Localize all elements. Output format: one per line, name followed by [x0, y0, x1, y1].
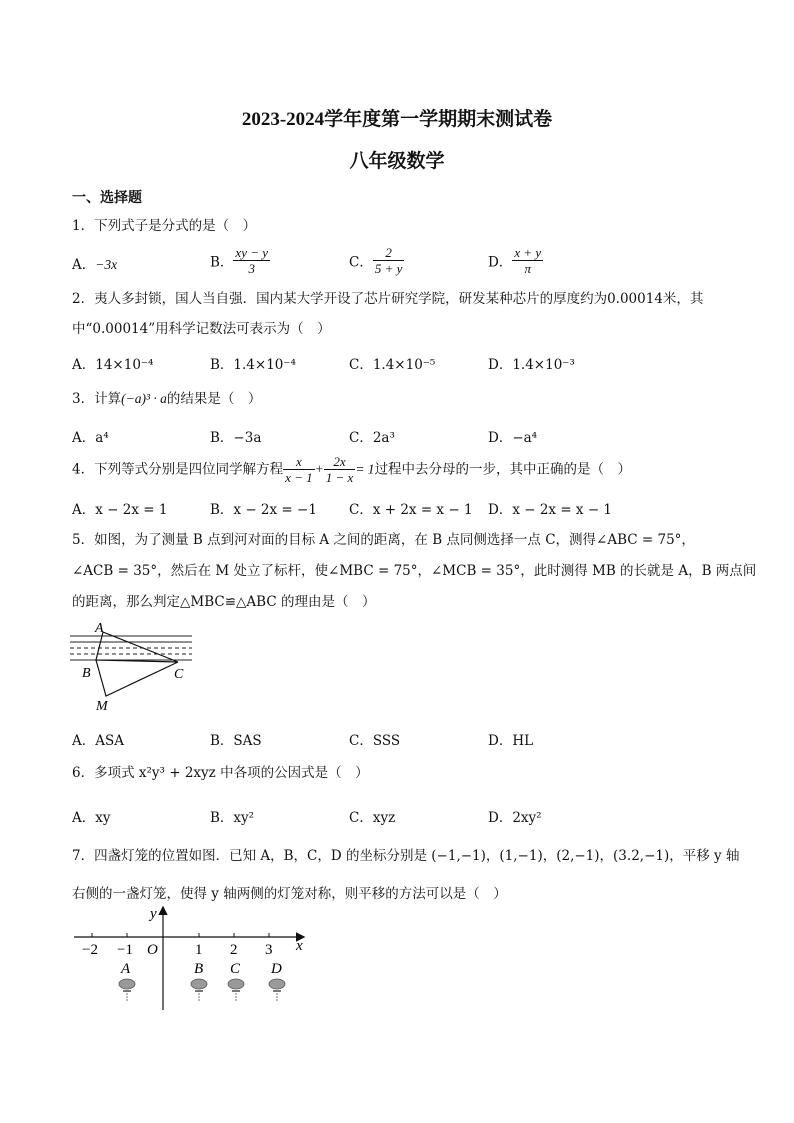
question-7-line-1: 7．四盏灯笼的位置如图．已知 A，B，C，D 的坐标分别是 (−1,−1)，(1,−1)，(2,−1)，(3.2,−1)，平移 y 轴 [72, 848, 740, 864]
point-m-label: M [96, 699, 108, 714]
plus-sign: + [314, 461, 324, 477]
q4-option-b[interactable]: B．x − 2x = −1 [210, 502, 317, 518]
lantern-b-icon [191, 979, 207, 1002]
q1-c-fraction [373, 245, 405, 276]
q1-option-d[interactable] [488, 245, 543, 276]
q1-b-fraction [233, 245, 270, 276]
q3-option-c[interactable]: C．2a³ [349, 430, 395, 446]
question-5-line-1: 5．如图，为了测量 B 点到河对面的目标 A 之间的距离，在 B 点同侧选择一点 C，测得∠ABC = 75°， [72, 532, 695, 548]
q6-option-a[interactable]: A．xy [72, 810, 111, 826]
lantern-d-label: D [271, 961, 282, 977]
x-axis-label: x [296, 938, 303, 954]
fraction-numerator: x [283, 454, 315, 470]
page-subtitle: 八年级数学 [349, 151, 445, 172]
q4-fraction-1 [283, 454, 315, 485]
fraction-denominator: 3 [248, 261, 255, 276]
lantern-c-label: C [230, 961, 241, 977]
option-label: D． [488, 254, 513, 271]
question-4-stem [72, 454, 631, 485]
stem-expression: (−a)³ · a [121, 391, 167, 406]
fraction-denominator: π [524, 261, 531, 276]
fraction-denominator: x − 1 [285, 470, 313, 485]
fraction-numerator: 2 [373, 245, 405, 261]
question-2-line-2: 中“0.00014”用科学记数法可表示为（ ） [72, 321, 331, 337]
equals-one: = 1 [355, 461, 375, 477]
lantern-d-icon [269, 979, 285, 1002]
stem-text: 4．下列等式分别是四位同学解方程 [72, 461, 284, 478]
fraction-numerator: x + y [514, 245, 542, 260]
y-axis-label: y [150, 906, 157, 922]
q3-option-d[interactable]: D．−a⁴ [488, 430, 538, 446]
x-tick-label: 2 [230, 942, 238, 958]
q5-option-d[interactable]: D．HL [488, 733, 534, 749]
option-label: C． [349, 254, 373, 271]
q1-option-a[interactable] [72, 253, 117, 273]
fraction-denominator: 5 + y [374, 261, 403, 276]
q4-option-c[interactable]: C．x + 2x = x − 1 [349, 502, 473, 518]
river-triangle-figure [68, 618, 198, 718]
section-heading: 一、选择题 [72, 190, 142, 206]
q4-fraction-2 [324, 454, 356, 485]
option-label: A． [72, 257, 96, 273]
stem-text: 过程中去分母的一步，其中正确的是（ ） [374, 461, 632, 478]
fraction-numerator: 2x [324, 454, 356, 470]
question-5-line-3: 的距离，那么判定△MBC≌△ABC 的理由是（ ） [72, 594, 376, 610]
fraction-numerator: xy − y [235, 245, 269, 260]
q3-option-a[interactable]: A．a⁴ [72, 430, 109, 446]
q2-option-d[interactable]: D．1.4×10⁻³ [488, 357, 575, 373]
q2-option-c[interactable]: C．1.4×10⁻⁵ [349, 357, 436, 373]
option-label: B． [210, 254, 234, 271]
stem-text: 3．计算 [72, 391, 122, 407]
question-1-stem: 1．下列式子是分式的是（ ） [72, 218, 257, 234]
q1-a-expression: −3x [95, 257, 118, 272]
point-c-label: C [174, 667, 184, 682]
question-6-stem: 6．多项式 x²y³ + 2xyz 中各项的公因式是（ ） [72, 765, 369, 781]
q1-option-c[interactable] [349, 245, 404, 276]
q5-option-a[interactable]: A．ASA [72, 733, 124, 749]
q5-option-c[interactable]: C．SSS [349, 733, 401, 749]
q6-option-c[interactable]: C．xyz [349, 810, 396, 826]
q6-option-d[interactable]: D．2xy² [488, 810, 542, 826]
fraction-denominator: 1 − x [325, 470, 354, 485]
x-tick-label: −1 [117, 942, 133, 958]
origin-label: O [147, 942, 158, 958]
stem-text: 的结果是（ ） [166, 391, 262, 407]
q2-option-b[interactable]: B．1.4×10⁻⁴ [210, 357, 296, 373]
q2-option-a[interactable]: A．14×10⁻⁴ [72, 357, 154, 373]
question-5-line-2: ∠ACB = 35°，然后在 M 处立了标杆，使∠MBC = 75°，∠MCB = 35°，此时测得 MB 的长就是 A，B 两点间 [72, 563, 757, 579]
triangle-mbc [96, 660, 178, 696]
x-tick-label: 3 [265, 942, 273, 958]
lantern-a-icon [119, 979, 135, 1002]
x-tick-label: 1 [195, 942, 203, 958]
q4-option-a[interactable]: A．x − 2x = 1 [72, 502, 168, 518]
lantern-a-label: A [121, 961, 131, 977]
page-title: 2023-2024学年度第一学期期末测试卷 [241, 109, 553, 130]
lantern-b-label: B [194, 961, 204, 977]
point-b-label: B [82, 666, 91, 681]
question-2-line-1: 2．夷人多封锁，国人当自强．国内某大学开设了芯片研究学院，研发某种芯片的厚度约为0.00014米，其 [72, 291, 704, 307]
question-3-stem [72, 389, 261, 409]
question-7-line-2: 右侧的一盏灯笼，使得 y 轴两侧的灯笼对称，则平移的方法可以是（ ） [72, 886, 507, 902]
lantern-coordinate-figure [68, 902, 313, 1012]
lantern-c-icon [228, 979, 244, 1002]
q5-option-b[interactable]: B．SAS [210, 733, 262, 749]
q3-option-b[interactable]: B．−3a [210, 430, 262, 446]
point-a-label: A [95, 621, 104, 636]
q1-option-b[interactable] [210, 245, 270, 276]
q4-option-d[interactable]: D．x − 2x = x − 1 [488, 502, 613, 518]
q6-option-b[interactable]: B．xy² [210, 810, 255, 826]
q1-d-fraction [512, 245, 543, 276]
x-tick-label: −2 [82, 942, 98, 958]
